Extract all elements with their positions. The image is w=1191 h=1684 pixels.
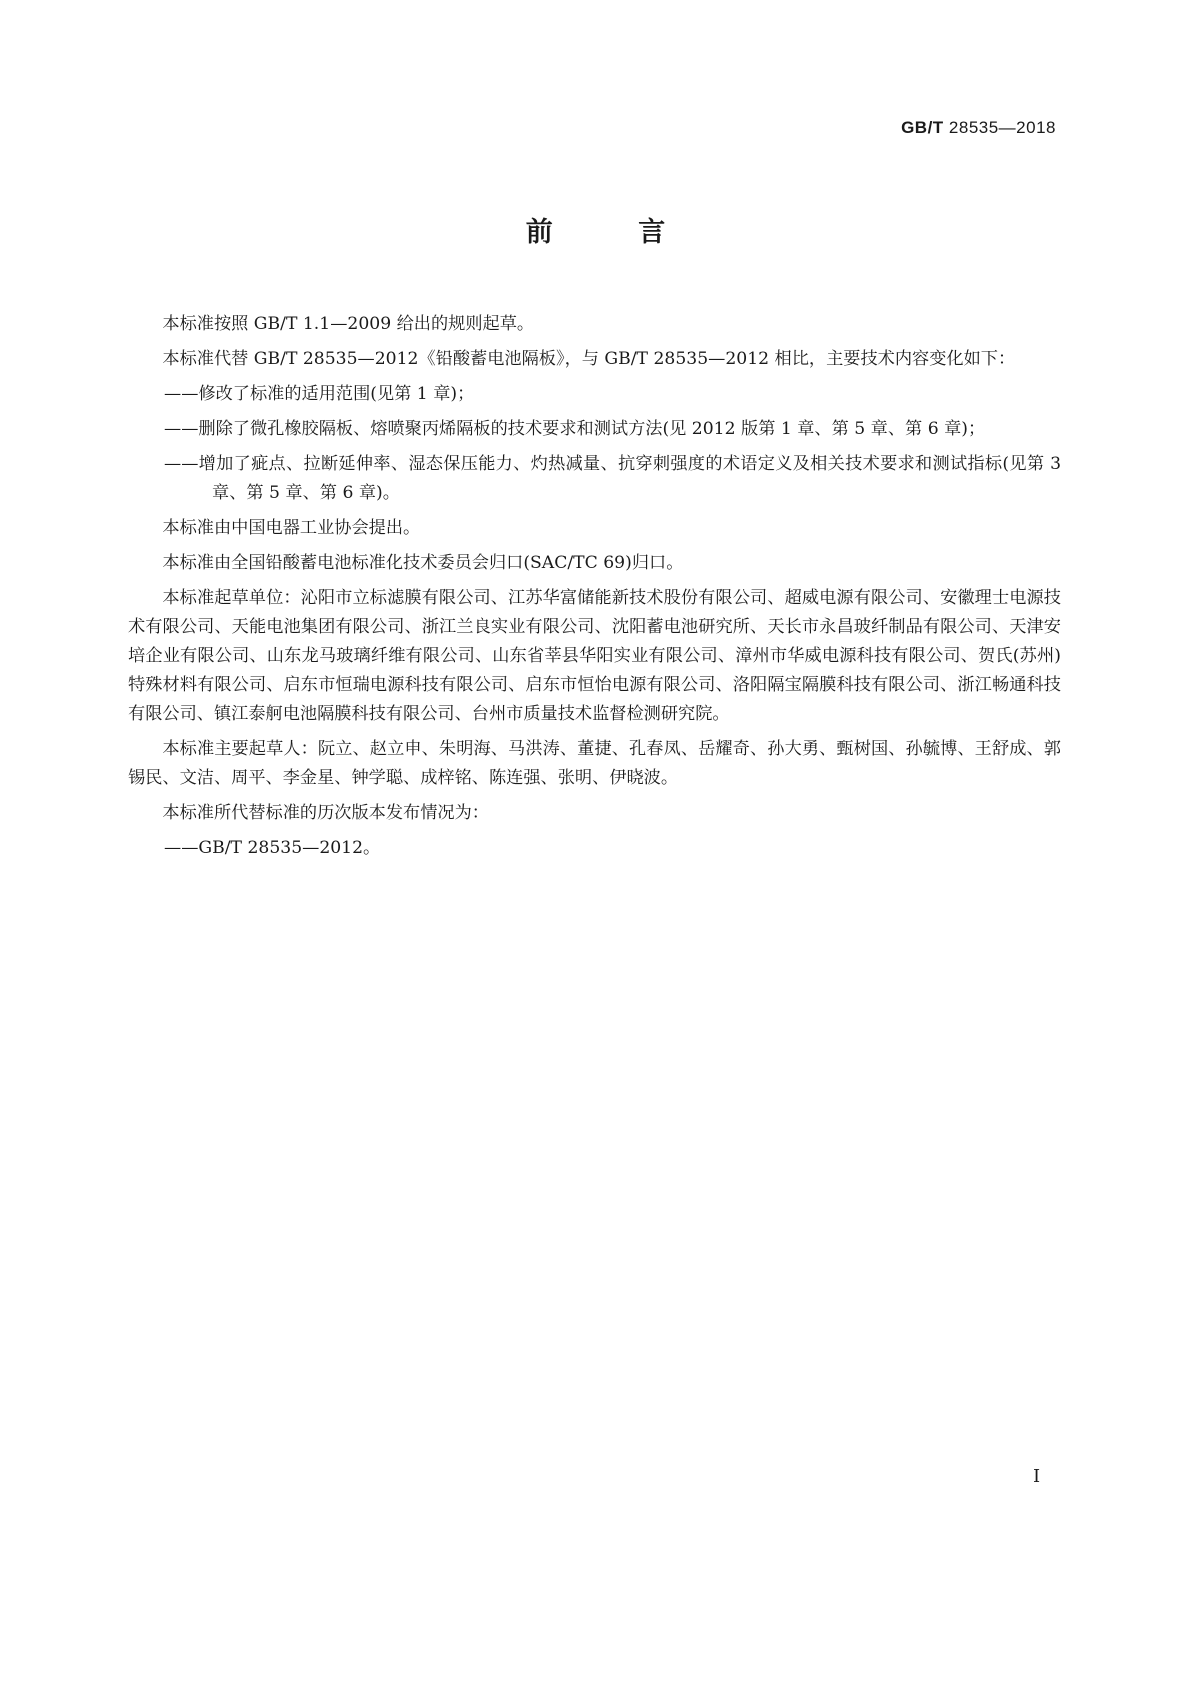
standard-code-prefix: GB/T	[901, 118, 944, 137]
change-item-scope: ——修改了标准的适用范围(见第 1 章)；	[164, 384, 475, 404]
standard-code-number: 28535—2018	[948, 118, 1056, 137]
paragraph-proposer: 本标准由中国电器工业协会提出。	[162, 518, 421, 538]
change-item-added: ——增加了疵点、拉断延伸率、湿态保压能力、灼热减量、抗穿刺强度的术语定义及相关技术要求和测试指标(见第 3 章、第 5 章、第 6 章)。	[164, 454, 1061, 503]
paragraph-drafting-rules: 本标准按照 GB/T 1.1—2009 给出的规则起草。	[162, 314, 535, 334]
page-title: 前 言	[525, 217, 704, 248]
previous-edition-item: ——GB/T 28535—2012。	[164, 838, 381, 858]
paragraph-drafting-units: 本标准起草单位：沁阳市立标滤膜有限公司、江苏华富储能新技术股份有限公司、超威电源有限公司、安徽理士电源技术有限公司、天能电池集团有限公司、浙江兰良实业有限公司、沈阳蓄电池研究所、天长市永昌玻纤制品有限公司、天津安培企业有限公司、山东龙马玻璃纤维有限公司、山东省莘县华阳实业有限公司、漳州市华威电源科技有限公司、贺氏(苏州)特殊材料有限公司、启东市恒瑞电源科技有限公司、启东市恒怡电源有限公司、洛阳隔宝隔膜科技有限公司、浙江畅通科技有限公司、镇江泰舸电池隔膜科技有限公司、台州市质量技术监督检测研究院。	[128, 588, 1061, 724]
foreword-body	[128, 310, 1061, 869]
standard-code	[901, 118, 1056, 138]
paragraph-previous-editions: 本标准所代替标准的历次版本发布情况为：	[162, 803, 489, 823]
page-number: I	[1033, 1466, 1041, 1487]
paragraph-centralized: 本标准由全国铅酸蓄电池标准化技术委员会归口(SAC/TC 69)归口。	[162, 553, 684, 573]
paragraph-replacement: 本标准代替 GB/T 28535—2012《铅酸蓄电池隔板》，与 GB/T 28535—2012 相比，主要技术内容变化如下：	[162, 349, 1016, 369]
paragraph-drafters: 本标准主要起草人：阮立、赵立申、朱明海、马洪涛、董捷、孔春凤、岳耀奇、孙大勇、甄树国、孙毓博、王舒成、郭锡民、文洁、周平、李金星、钟学聪、成梓铭、陈连强、张明、伊晓波。	[128, 739, 1061, 788]
change-item-deleted: ——删除了微孔橡胶隔板、熔喷聚丙烯隔板的技术要求和测试方法(见 2012 版第 1 章、第 5 章、第 6 章)；	[164, 419, 986, 439]
